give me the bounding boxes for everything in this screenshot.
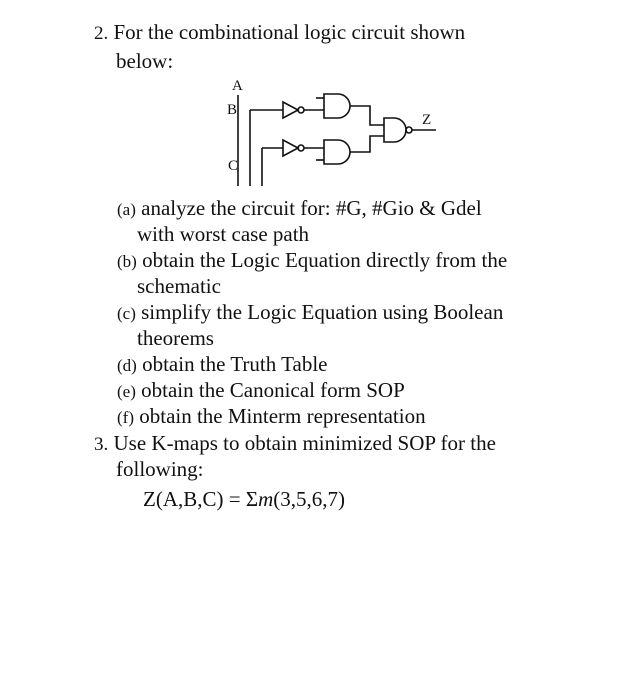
label-c: C — [228, 158, 239, 174]
part-e-label: (e) — [117, 382, 136, 401]
q2-number: 2. — [94, 23, 109, 44]
part-f-label: (f) — [117, 408, 134, 427]
part-d-text: obtain the Truth Table — [142, 352, 328, 376]
part-f — [117, 403, 426, 431]
part-f-text: obtain the Minterm representation — [139, 404, 426, 428]
part-b-text: obtain the Logic Equation directly from the — [142, 248, 508, 272]
part-d — [117, 351, 327, 379]
equation-lhs: Z(A,B,C) = Σ — [143, 487, 259, 511]
q2-heading: For the combinational logic circuit shown — [113, 20, 466, 44]
q3-line-2: following: — [116, 457, 204, 481]
part-a-cont: with worst case path — [137, 222, 310, 246]
part-a-label: (a) — [117, 200, 136, 219]
part-c-label: (c) — [117, 304, 136, 323]
and-gate-top — [324, 94, 350, 118]
part-a-text: analyze the circuit for: #G, #Gio & Gdel — [141, 196, 482, 220]
label-b: B — [227, 102, 238, 118]
part-e-text: obtain the Canonical form SOP — [141, 378, 405, 402]
label-z: Z — [422, 112, 432, 128]
q2-line-2: below: — [116, 49, 174, 73]
part-b — [117, 247, 507, 275]
part-c-text: simplify the Logic Equation using Boolean — [141, 300, 504, 324]
equation-m: m — [258, 487, 274, 511]
q3-line-1 — [94, 430, 496, 458]
inverter-top — [283, 102, 298, 118]
part-c — [117, 299, 503, 327]
part-a — [117, 195, 482, 223]
q3-heading: Use K-maps to obtain minimized SOP for the — [113, 431, 496, 455]
part-b-label: (b) — [117, 252, 137, 271]
label-a: A — [232, 78, 243, 94]
and-gate-bottom — [324, 140, 350, 164]
part-c-cont: theorems — [137, 326, 214, 350]
q2-line-1 — [94, 19, 465, 47]
inverter-bottom — [283, 140, 298, 156]
equation-rhs: (3,5,6,7) — [273, 487, 345, 511]
q3-equation — [143, 486, 345, 512]
part-e — [117, 377, 405, 405]
part-d-label: (d) — [117, 356, 137, 375]
q3-number: 3. — [94, 434, 109, 455]
part-b-cont: schematic — [137, 274, 221, 298]
nand-gate-output — [384, 118, 406, 142]
logic-circuit-diagram — [220, 76, 450, 188]
